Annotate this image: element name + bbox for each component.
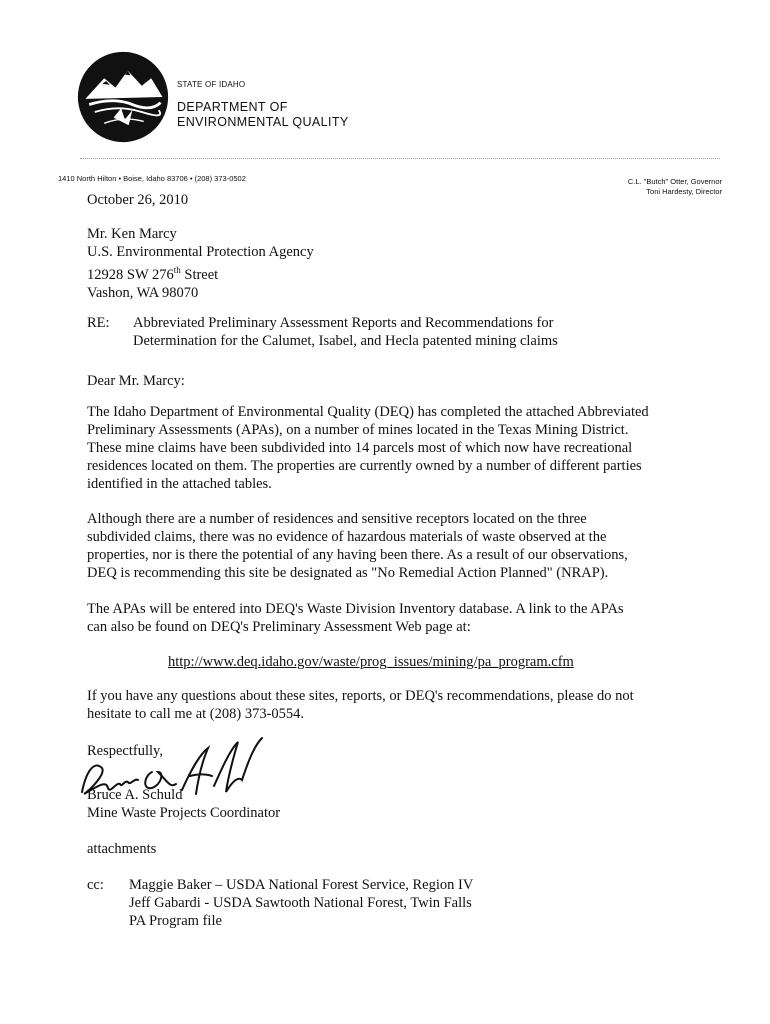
- paragraph-3: [87, 600, 687, 636]
- paragraph-line: hesitate to call me at (208) 373-0554.: [87, 706, 305, 722]
- pa-program-link[interactable]: http://www.deq.idaho.gov/waste/prog_issues/mining/pa_program.cfm: [168, 654, 574, 670]
- re-line-1: Abbreviated Preliminary Assessment Reports and Recommendations for: [133, 315, 554, 331]
- paragraph-line: The Idaho Department of Environmental Quality (DEQ) has completed the attached Abbreviated: [87, 404, 649, 420]
- recipient-street: [87, 261, 687, 284]
- recipient-city: Vashon, WA 98070: [87, 284, 199, 301]
- letterhead-state: STATE OF IDAHO: [177, 80, 246, 89]
- cc-recipient: PA Program file: [129, 913, 222, 929]
- paragraph-line: DEQ is recommending this site be designated as "No Remedial Action Planned" (NRAP).: [87, 565, 609, 581]
- street-rest: Street: [180, 266, 219, 283]
- cc-recipient: Jeff Gabardi - USDA Sawtooth National Forest, Twin Falls: [129, 895, 472, 911]
- closing: Respectfully,: [87, 743, 163, 759]
- street-number: 12928 SW 276: [87, 266, 174, 283]
- salutation: Dear Mr. Marcy:: [87, 373, 185, 389]
- paragraph-line: residences located on them. The properties are currently owned by a number of different parties: [87, 458, 642, 474]
- paragraph-line: The APAs will be entered into DEQ's Waste Division Inventory database. A link to the APAs: [87, 601, 624, 617]
- paragraph-line: identified in the attached tables.: [87, 476, 272, 492]
- signer-block: [87, 786, 687, 822]
- street-superscript: th: [173, 265, 181, 275]
- signer-title: Mine Waste Projects Coordinator: [87, 805, 281, 821]
- recipient-org: U.S. Environmental Protection Agency: [87, 244, 314, 260]
- director-line: Toni Hardesty, Director: [646, 187, 722, 196]
- paragraph-line: If you have any questions about these sites, reports, or DEQ's recommendations, please do not: [87, 688, 634, 704]
- paragraph-line: can also be found on DEQ's Preliminary Assessment Web page at:: [87, 619, 471, 635]
- paragraph-1: [87, 403, 687, 493]
- re-label: RE:: [87, 315, 110, 331]
- attachments-note: attachments: [87, 841, 157, 857]
- governor-line: C.L. "Butch" Otter, Governor: [627, 177, 722, 186]
- department-line-2: ENVIRONMENTAL QUALITY: [177, 115, 349, 129]
- re-line-2: Determination for the Calumet, Isabel, and Hecla patented mining claims: [133, 333, 558, 349]
- paragraph-line: properties, nor is there the potential of any having been there. As a result of our observations,: [87, 547, 628, 563]
- recipient-name: Mr. Ken Marcy: [87, 226, 177, 242]
- recipient-block: [87, 225, 687, 302]
- paragraph-line: Preliminary Assessments (APAs), on a number of mines located in the Texas Mining District.: [87, 422, 629, 438]
- paragraph-4: [87, 687, 687, 723]
- paragraph-line: subdivided claims, there was no evidence of hazardous materials of waste observed at the: [87, 529, 607, 545]
- cc-block: [87, 876, 687, 930]
- paragraph-line: Although there are a number of residences and sensitive receptors located on the three: [87, 511, 587, 527]
- deq-seal-logo: [76, 50, 170, 144]
- paragraph-line: These mine claims have been subdivided into 14 parcels most of which now have recreational: [87, 440, 633, 456]
- cc-label: cc:: [87, 877, 104, 893]
- letterhead-department: [177, 100, 349, 130]
- letterhead-divider: [80, 158, 720, 161]
- subject-block: [87, 314, 687, 350]
- signer-name: Bruce A. Schuld: [87, 787, 183, 803]
- letter-date: October 26, 2010: [87, 192, 189, 208]
- paragraph-2: [87, 510, 687, 582]
- letterhead-address: 1410 North Hilton • Boise, Idaho 83706 • (208) 373-0502: [58, 174, 246, 183]
- department-line-1: DEPARTMENT OF: [177, 100, 288, 114]
- cc-recipient: Maggie Baker – USDA National Forest Service, Region IV: [129, 877, 474, 893]
